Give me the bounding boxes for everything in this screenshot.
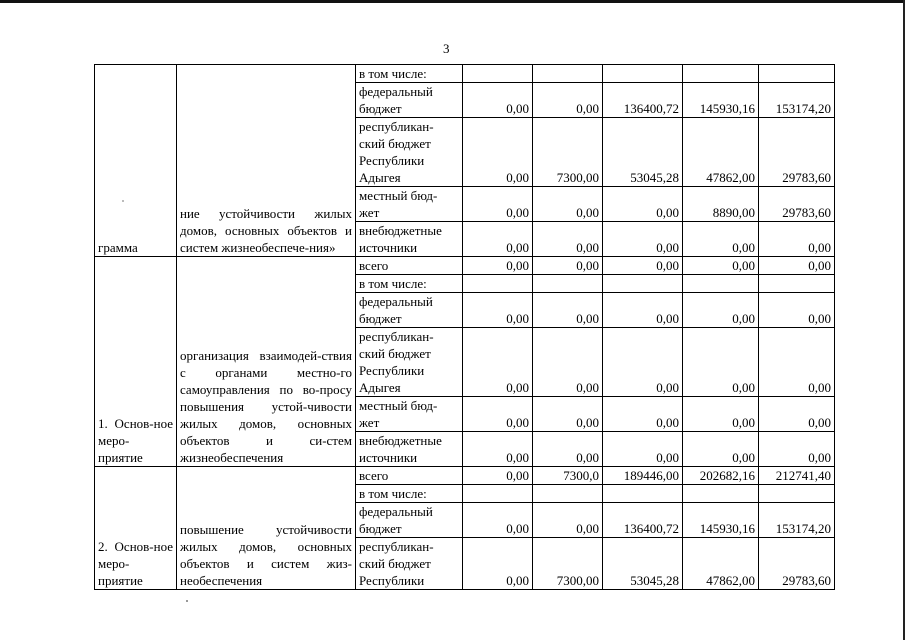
event-description-cell: повышение устойчивости жилых домов, основных объектов и систем жиз-необеспечения (177, 467, 356, 590)
amount-cell: 7300,0 (533, 467, 603, 485)
event-description-cell: ние устойчивости жилых домов, основных объектов и систем жизнеобеспече-ния» (177, 65, 356, 257)
amount-cell: 0,00 (759, 257, 835, 275)
amount-cell: 145930,16 (683, 83, 759, 118)
funding-source-label: федеральный бюджет (359, 84, 433, 116)
amount-cell (683, 485, 759, 503)
amount-cell: 136400,72 (603, 83, 683, 118)
amount-cell: 0,00 (463, 328, 533, 397)
amount-cell: 145930,16 (683, 503, 759, 538)
funding-source-label: местный бюд- жет (359, 188, 438, 220)
amount-cell: 0,00 (533, 257, 603, 275)
funding-source-cell (356, 432, 463, 467)
amount-cell: 0,00 (683, 328, 759, 397)
funding-source-cell (356, 467, 463, 485)
amount-cell: 0,00 (463, 538, 533, 590)
amount-cell: 0,00 (603, 222, 683, 257)
funding-source-cell (356, 83, 463, 118)
amount-cell: 0,00 (463, 397, 533, 432)
amount-cell: 202682,16 (683, 467, 759, 485)
amount-cell (463, 485, 533, 503)
funding-source-cell (356, 503, 463, 538)
amount-cell: 153174,20 (759, 503, 835, 538)
funding-source-label: в том числе: (359, 486, 427, 501)
table-row (95, 467, 835, 485)
top-border-line (0, 0, 905, 3)
amount-cell: 0,00 (533, 293, 603, 328)
amount-cell (533, 275, 603, 293)
funding-source-cell (356, 485, 463, 503)
funding-source-cell (356, 187, 463, 222)
funding-source-cell (356, 65, 463, 83)
amount-cell: 0,00 (463, 257, 533, 275)
amount-cell: 0,00 (603, 187, 683, 222)
funding-source-label: федеральный бюджет (359, 294, 433, 326)
amount-cell: 29783,60 (759, 538, 835, 590)
funding-source-label: республикан- ский бюджет Республики Адыгея (359, 119, 434, 185)
funding-source-cell (356, 257, 463, 275)
amount-cell: 0,00 (759, 293, 835, 328)
amount-cell (463, 65, 533, 83)
amount-cell: 0,00 (759, 432, 835, 467)
amount-cell: 0,00 (603, 432, 683, 467)
amount-cell: 0,00 (683, 397, 759, 432)
amount-cell: 0,00 (533, 328, 603, 397)
amount-cell: 0,00 (533, 187, 603, 222)
amount-cell (463, 275, 533, 293)
amount-cell: 8890,00 (683, 187, 759, 222)
amount-cell: 136400,72 (603, 503, 683, 538)
amount-cell: 47862,00 (683, 538, 759, 590)
funding-source-cell (356, 118, 463, 187)
amount-cell: 0,00 (463, 222, 533, 257)
amount-cell: 0,00 (463, 467, 533, 485)
funding-source-label: всего (359, 258, 389, 273)
funding-source-label: республикан- ский бюджет Республики (359, 539, 434, 588)
amount-cell (533, 65, 603, 83)
funding-source-cell (356, 222, 463, 257)
amount-cell (603, 65, 683, 83)
amount-cell: 0,00 (533, 503, 603, 538)
amount-cell: 0,00 (463, 83, 533, 118)
funding-source-cell (356, 538, 463, 590)
funding-source-cell (356, 275, 463, 293)
amount-cell (683, 275, 759, 293)
amount-cell (759, 485, 835, 503)
scan-speck (186, 600, 188, 602)
amount-cell: 0,00 (603, 293, 683, 328)
amount-cell (683, 65, 759, 83)
amount-cell: 0,00 (463, 187, 533, 222)
event-number-cell: 1. Основ-ное меро-приятие (95, 257, 177, 467)
table-body (95, 65, 835, 590)
event-description-cell: организация взаимодей-ствия с органами местно-го самоуправления по во-просу повышения устой-чивости жилых домов, основных объектов и си-стем жизнеобеспечения (177, 257, 356, 467)
amount-cell: 153174,20 (759, 83, 835, 118)
amount-cell: 47862,00 (683, 118, 759, 187)
amount-cell: 0,00 (463, 503, 533, 538)
amount-cell: 0,00 (533, 83, 603, 118)
amount-cell: 0,00 (759, 397, 835, 432)
amount-cell (603, 485, 683, 503)
amount-cell: 0,00 (603, 397, 683, 432)
amount-cell: 0,00 (603, 257, 683, 275)
amount-cell: 7300,00 (533, 538, 603, 590)
amount-cell: 29783,60 (759, 187, 835, 222)
budget-table (94, 64, 835, 590)
page-number: 3 (443, 41, 450, 56)
event-number-cell: грамма (95, 65, 177, 257)
funding-source-label: внебюджетные источники (359, 223, 442, 255)
funding-source-label: в том числе: (359, 276, 427, 291)
amount-cell (759, 275, 835, 293)
amount-cell (533, 485, 603, 503)
table-row (95, 257, 835, 275)
amount-cell: 53045,28 (603, 538, 683, 590)
funding-source-label: федеральный бюджет (359, 504, 433, 536)
amount-cell: 53045,28 (603, 118, 683, 187)
amount-cell: 7300,00 (533, 118, 603, 187)
amount-cell: 0,00 (683, 257, 759, 275)
amount-cell: 0,00 (463, 432, 533, 467)
amount-cell: 29783,60 (759, 118, 835, 187)
amount-cell (603, 275, 683, 293)
funding-source-cell (356, 293, 463, 328)
funding-source-label: внебюджетные источники (359, 433, 442, 465)
amount-cell: 0,00 (533, 222, 603, 257)
table-row (95, 65, 835, 83)
funding-source-label: местный бюд- жет (359, 398, 438, 430)
funding-source-label: республикан- ский бюджет Республики Адыгея (359, 329, 434, 395)
amount-cell: 0,00 (683, 432, 759, 467)
event-number-cell: 2. Основ-ное меро-приятие (95, 467, 177, 590)
funding-source-cell (356, 328, 463, 397)
amount-cell: 0,00 (683, 293, 759, 328)
amount-cell: 189446,00 (603, 467, 683, 485)
amount-cell: 0,00 (533, 397, 603, 432)
funding-source-label: в том числе: (359, 66, 427, 81)
amount-cell: 0,00 (759, 222, 835, 257)
amount-cell: 212741,40 (759, 467, 835, 485)
amount-cell: 0,00 (533, 432, 603, 467)
amount-cell: 0,00 (603, 328, 683, 397)
amount-cell (759, 65, 835, 83)
amount-cell: 0,00 (683, 222, 759, 257)
amount-cell: 0,00 (759, 328, 835, 397)
funding-source-cell (356, 397, 463, 432)
funding-source-label: всего (359, 468, 389, 483)
amount-cell: 0,00 (463, 118, 533, 187)
amount-cell: 0,00 (463, 293, 533, 328)
